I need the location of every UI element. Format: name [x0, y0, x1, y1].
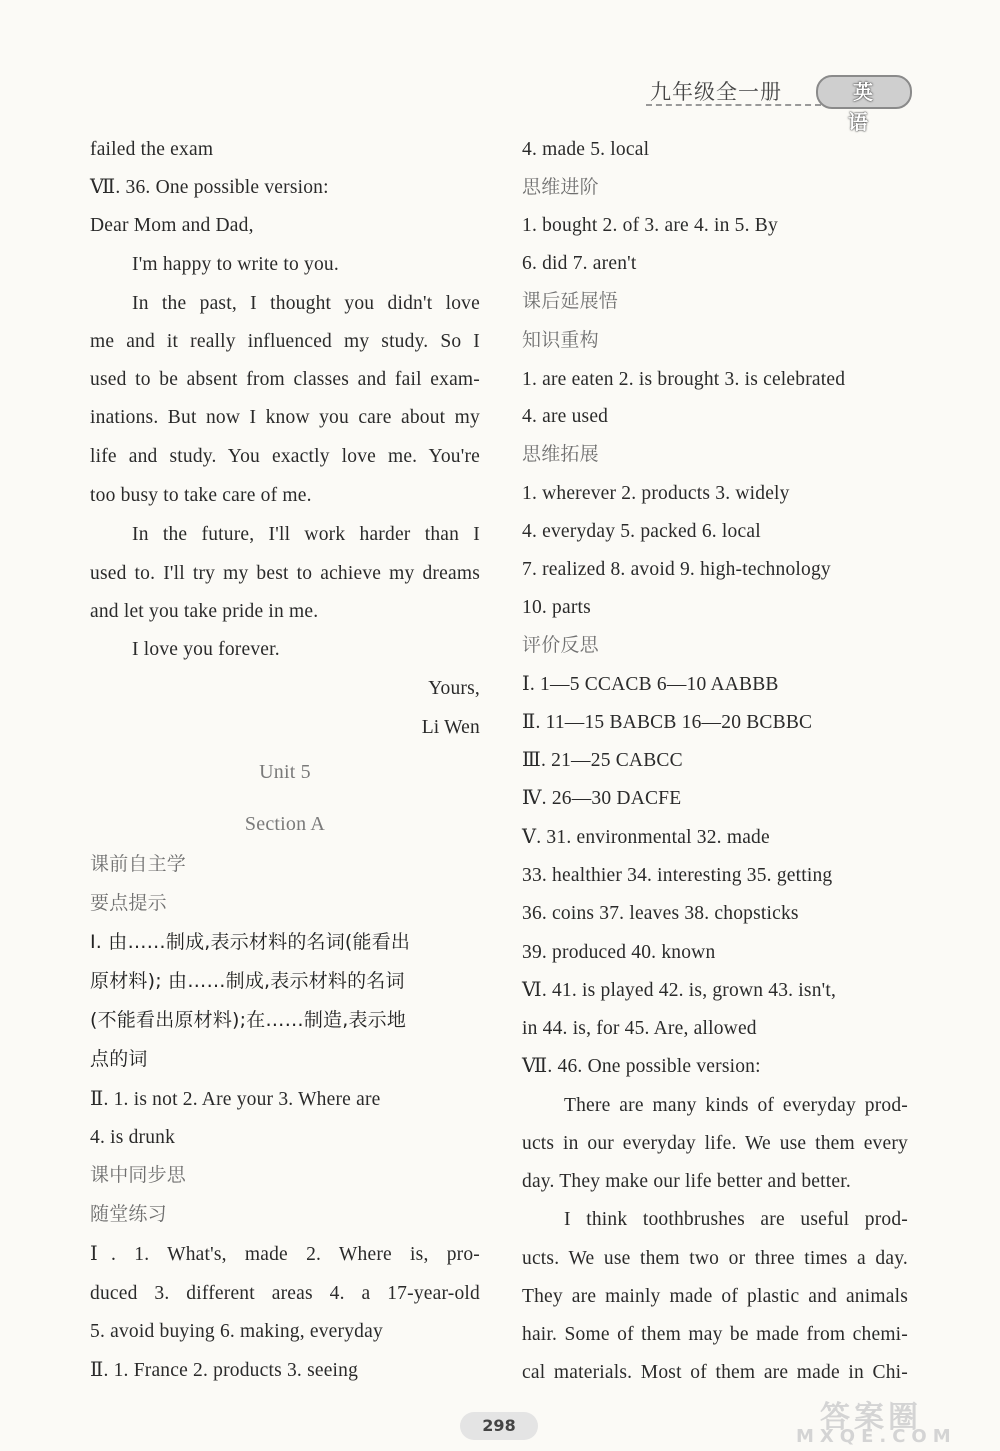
left-line-9: life and study. You exactly love me. You're [90, 447, 480, 467]
watermark-line-2: MXQE.COM [796, 1426, 957, 1447]
left-line-28: 随堂练习 [90, 1203, 167, 1225]
right-line-13: 10. parts [522, 597, 591, 618]
header-divider [646, 104, 821, 106]
right-line-17: Ⅲ. 21—25 CABCC [522, 750, 683, 771]
left-line-25: Ⅱ. 1. is not 2. Are your 3. Where are [90, 1089, 381, 1110]
left-line-6: me and it really influenced my study. So I [90, 332, 480, 352]
left-line-26: 4. is drunk [90, 1127, 176, 1148]
right-line-5: 课后延展悟 [522, 290, 619, 312]
right-line-27: ucts in our everyday life. We use them every [522, 1134, 908, 1154]
left-line-19: 课前自主学 [90, 853, 187, 875]
left-line-14: I love you forever. [132, 639, 280, 660]
right-line-15: Ⅰ. 1—5 CCACB 6—10 AABBB [522, 674, 779, 695]
right-line-16: Ⅱ. 11—15 BABCB 16—20 BCBBC [522, 712, 813, 733]
right-line-10: 1. wherever 2. products 3. widely [522, 483, 790, 504]
left-line-13: and let you take pride in me. [90, 601, 319, 622]
right-line-26: There are many kinds of everyday prod- [564, 1096, 908, 1116]
watermark-logo [786, 1392, 986, 1448]
left-line-3: Dear Mom and Dad, [90, 215, 254, 236]
left-line-11: In the future, I'll work harder than I [132, 525, 480, 545]
page-number: 298 [460, 1412, 538, 1440]
page-header [640, 72, 910, 134]
left-line-17: Unit 5 [259, 761, 311, 783]
left-line-31: 5. avoid buying 6. making, everyday [90, 1321, 383, 1342]
right-line-25: Ⅶ. 46. One possible version: [522, 1056, 761, 1077]
right-line-14: 评价反思 [522, 634, 599, 656]
right-line-19: Ⅴ. 31. environmental 32. made [522, 827, 770, 848]
right-line-11: 4. everyday 5. packed 6. local [522, 521, 761, 542]
left-line-32: Ⅱ. 1. France 2. products 3. seeing [90, 1360, 359, 1381]
left-line-29: Ⅰ. 1. What's, made 2. Where is, pro- [90, 1245, 480, 1265]
right-line-3: 1. bought 2. of 3. are 4. in 5. By [522, 215, 778, 236]
left-line-16: Li Wen [421, 717, 480, 738]
right-line-9: 思维拓展 [522, 443, 599, 465]
left-line-22: 原材料); 由……制成,表示材料的名词 [90, 970, 405, 992]
left-line-8: inations. But now I know you care about my [90, 408, 480, 428]
left-line-7: used to be absent from classes and fail exam- [90, 370, 480, 390]
right-line-31: They are mainly made of plastic and animals [522, 1287, 908, 1307]
left-line-30: duced 3. different areas 4. a 17-year-old [90, 1284, 480, 1304]
left-line-15: Yours, [428, 678, 480, 699]
left-line-1: failed the exam [90, 139, 214, 160]
left-line-5: In the past, I thought you didn't love [132, 294, 480, 314]
right-line-29: I think toothbrushes are useful prod- [564, 1210, 908, 1230]
left-line-2: Ⅶ. 36. One possible version: [90, 177, 329, 198]
left-line-27: 课中同步思 [90, 1164, 187, 1186]
right-line-33: cal materials. Most of them are made in Chi- [522, 1363, 908, 1383]
right-line-2: 思维进阶 [522, 176, 599, 198]
right-line-18: Ⅳ. 26—30 DACFE [522, 788, 682, 809]
right-line-32: hair. Some of them may be made from chemi- [522, 1325, 908, 1345]
right-line-4: 6. did 7. aren't [522, 253, 637, 274]
left-line-4: I'm happy to write to you. [132, 254, 339, 275]
watermark-line-1: 答案圈 [820, 1400, 922, 1435]
right-line-20: 33. healthier 34. interesting 35. getting [522, 865, 833, 886]
right-line-6: 知识重构 [522, 329, 599, 351]
left-line-21: Ⅰ. 由……制成,表示材料的名词(能看出 [90, 931, 411, 953]
right-line-28: day. They make our life better and better. [522, 1171, 851, 1192]
right-line-23: Ⅵ. 41. is played 42. is, grown 43. isn't, [522, 980, 837, 1001]
right-line-8: 4. are used [522, 406, 609, 427]
right-line-1: 4. made 5. local [522, 139, 650, 160]
right-line-30: ucts. We use them two or three times a day. [522, 1249, 908, 1269]
left-line-20: 要点提示 [90, 892, 167, 914]
left-line-12: used to. I'll try my best to achieve my dreams [90, 564, 480, 584]
left-line-18: Section A [244, 813, 326, 835]
grade-label: 九年级全一册 [650, 80, 782, 104]
right-line-21: 36. coins 37. leaves 38. chopsticks [522, 903, 799, 924]
right-line-22: 39. produced 40. known [522, 942, 716, 963]
left-line-24: 点的词 [90, 1048, 148, 1070]
left-line-23: (不能看出原材料);在……制造,表示地 [90, 1009, 407, 1031]
right-line-24: in 44. is, for 45. Are, allowed [522, 1018, 757, 1039]
right-line-12: 7. realized 8. avoid 9. high-technology [522, 559, 831, 580]
subject-badge: 英 语 [816, 75, 912, 109]
right-line-7: 1. are eaten 2. is brought 3. is celebrated [522, 369, 846, 390]
left-line-10: too busy to take care of me. [90, 485, 312, 506]
